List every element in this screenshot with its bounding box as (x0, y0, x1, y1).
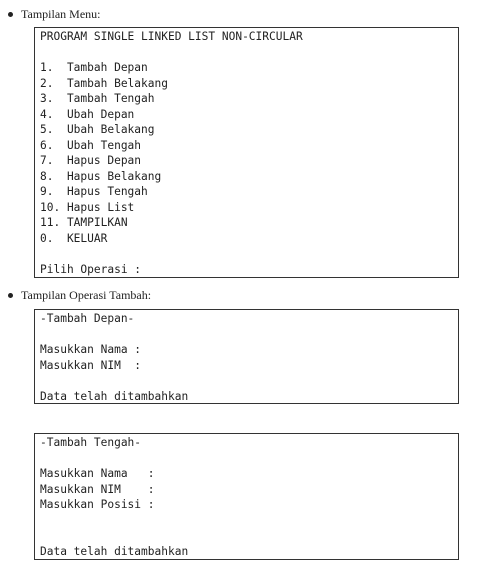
menu-option-keluar: 0. KELUAR (40, 231, 108, 245)
menu-option-hapus-belakang: 8. Hapus Belakang (40, 169, 162, 183)
blank-line (40, 45, 458, 61)
menu-code-box (34, 27, 459, 278)
blank-line (40, 327, 458, 343)
bullet-dot-icon (8, 293, 13, 298)
masukkan-nama-prompt: Masukkan Nama : (40, 343, 142, 356)
menu-bullet-text: Tampilan Menu: (21, 7, 101, 21)
blank-line (40, 513, 458, 529)
menu-option-ubah-belakang: 5. Ubah Belakang (40, 123, 155, 136)
menu-option-hapus-depan: 7. Hapus Depan (40, 154, 142, 167)
masukkan-nama-prompt: Masukkan Nama : (40, 467, 155, 480)
menu-option-tampilkan: 11. TAMPILKAN (40, 216, 128, 229)
blank-line (40, 373, 458, 389)
masukkan-nim-prompt: Masukkan NIM : (40, 482, 155, 496)
bullet-dot-icon (8, 12, 13, 17)
program-title-line: PROGRAM SINGLE LINKED LIST NON-CIRCULAR (40, 30, 303, 43)
menu-option-hapus-tengah: 9. Hapus Tengah (40, 185, 148, 198)
tambah-depan-heading: -Tambah Depan- (40, 312, 135, 325)
blank-line (40, 246, 458, 262)
data-ditambahkan-message: Data telah ditambahkan (40, 389, 189, 403)
menu-option-tambah-belakang: 2. Tambah Belakang (40, 76, 168, 90)
tambah-bullet-text: Tampilan Operasi Tambah: (21, 288, 152, 302)
data-ditambahkan-message: Data telah ditambahkan (40, 544, 189, 558)
pilih-operasi-prompt: Pilih Operasi : (40, 262, 142, 276)
menu-option-hapus-list: 10. Hapus List (40, 200, 135, 214)
tambah-tengah-code-box (34, 433, 459, 560)
menu-option-tambah-tengah: 3. Tambah Tengah (40, 92, 155, 105)
blank-line (40, 528, 458, 544)
masukkan-posisi-prompt: Masukkan Posisi : (40, 498, 155, 511)
menu-option-ubah-tengah: 6. Ubah Tengah (40, 138, 142, 152)
masukkan-nim-prompt: Masukkan NIM : (40, 358, 142, 372)
tambah-depan-code-box (34, 309, 459, 404)
tambah-tengah-heading: -Tambah Tengah- (40, 436, 142, 449)
blank-line (40, 451, 458, 467)
menu-option-tambah-depan: 1. Tambah Depan (40, 61, 148, 74)
menu-option-ubah-depan: 4. Ubah Depan (40, 107, 135, 121)
